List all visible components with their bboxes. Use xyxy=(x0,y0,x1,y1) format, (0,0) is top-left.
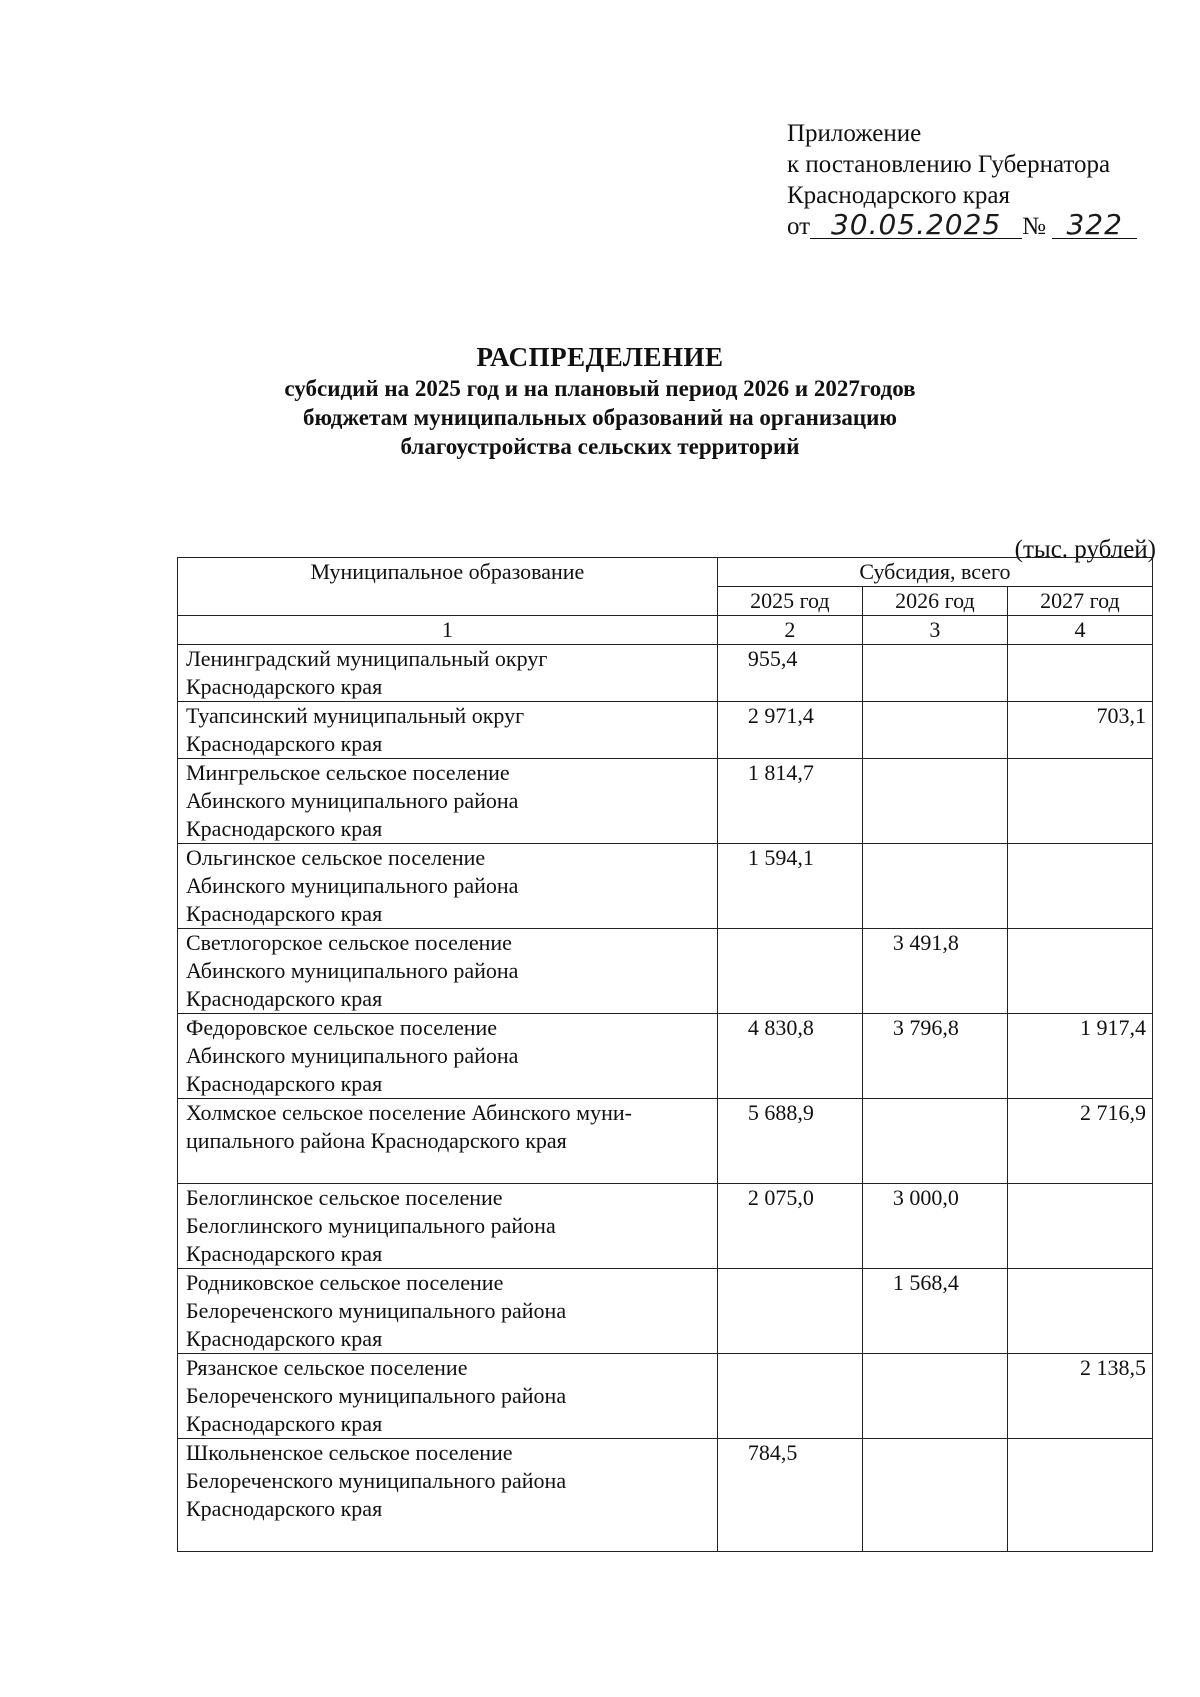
municipality-name-line: Белореченского муниципального района xyxy=(186,1383,567,1408)
value-2025: 784,5 xyxy=(717,1439,862,1552)
municipality-name-line: Краснодарского края xyxy=(186,731,383,756)
value-2025: 1 594,1 xyxy=(717,844,862,929)
municipality-name-line xyxy=(186,1155,711,1183)
value-2026: 3 000,0 xyxy=(862,1184,1007,1269)
municipality-name-line xyxy=(186,1523,711,1551)
table-row xyxy=(178,929,1153,1014)
municipality-name-line: Школьненское сельское поселение xyxy=(186,1440,513,1465)
value-2026 xyxy=(862,702,1007,759)
municipality-name-line: Туапсинский муниципальный округ xyxy=(186,703,525,728)
value-2026 xyxy=(862,844,1007,929)
municipality-name-line: Светлогорское сельское поселение xyxy=(186,930,512,955)
header-year-2026: 2026 год xyxy=(862,587,1007,616)
value-2025: 955,4 xyxy=(717,645,862,702)
value-2026 xyxy=(862,645,1007,702)
municipality-name-line: Абинского муниципального района xyxy=(186,873,519,898)
value-2027 xyxy=(1007,844,1152,929)
title-line-3: благоустройства сельских территорий xyxy=(400,434,800,459)
value-2025: 4 830,8 xyxy=(717,1014,862,1099)
municipality-name-line: Белоглинское сельское поселение xyxy=(186,1185,503,1210)
header-municipality: Муниципальное образование xyxy=(178,558,718,616)
municipality-name xyxy=(178,929,718,1014)
handwritten-date: 30.05.2025 xyxy=(810,212,1022,239)
value-2025: 1 814,7 xyxy=(717,759,862,844)
value-2025: 2 075,0 xyxy=(717,1184,862,1269)
number-prefix: № xyxy=(1022,213,1046,240)
value-2027: 2 716,9 xyxy=(1007,1099,1152,1184)
value-2025: 2 971,4 xyxy=(717,702,862,759)
value-2027 xyxy=(1007,1184,1152,1269)
municipality-name xyxy=(178,1269,718,1354)
municipality-name-line: Абинского муниципального района xyxy=(186,1043,519,1068)
municipality-name xyxy=(178,844,718,929)
municipality-name xyxy=(178,1014,718,1099)
value-2026 xyxy=(862,1099,1007,1184)
municipality-name xyxy=(178,1099,718,1184)
value-2026: 1 568,4 xyxy=(862,1269,1007,1354)
value-2027: 703,1 xyxy=(1007,702,1152,759)
value-2027 xyxy=(1007,645,1152,702)
table-row xyxy=(178,1354,1153,1439)
column-number-3: 3 xyxy=(862,616,1007,645)
value-2027: 1 917,4 xyxy=(1007,1014,1152,1099)
municipality-name-line: Ольгинское сельское поселение xyxy=(186,845,486,870)
value-2027 xyxy=(1007,1439,1152,1552)
table-row xyxy=(178,1269,1153,1354)
value-2026: 3 491,8 xyxy=(862,929,1007,1014)
column-number-row xyxy=(178,616,1153,645)
municipality-name-line: Краснодарского края xyxy=(186,1496,383,1521)
municipality-name xyxy=(178,645,718,702)
municipality-name-line: Краснодарского края xyxy=(186,1241,383,1266)
value-2027 xyxy=(1007,1269,1152,1354)
municipality-name-line: Краснодарского края xyxy=(186,986,383,1011)
appendix-date-line xyxy=(787,208,1137,242)
municipality-name-line: Абинского муниципального района xyxy=(186,958,519,983)
municipality-name-line: Краснодарского края xyxy=(186,674,383,699)
document-title xyxy=(0,340,1200,461)
municipality-name-line: Белореченского муниципального района xyxy=(186,1298,567,1323)
table-row xyxy=(178,645,1153,702)
value-2027 xyxy=(1007,759,1152,844)
municipality-name-line: ципального района Краснодарского края xyxy=(186,1128,567,1153)
value-2026 xyxy=(862,759,1007,844)
municipality-name xyxy=(178,702,718,759)
subsidy-table xyxy=(177,557,1153,1552)
municipality-name-line: Белореченского муниципального района xyxy=(186,1468,567,1493)
municipality-name-line: Краснодарского края xyxy=(186,901,383,926)
municipality-name-line: Краснодарского края xyxy=(186,816,383,841)
value-2026 xyxy=(862,1354,1007,1439)
municipality-name xyxy=(178,1439,718,1552)
appendix-block xyxy=(787,118,1137,242)
municipality-name-line: Краснодарского края xyxy=(186,1326,383,1351)
appendix-line-2: к постановлению Губернатора xyxy=(787,151,1111,178)
table-row xyxy=(178,1099,1153,1184)
municipality-name-line: Холмское сельское поселение Абинского муни- xyxy=(186,1100,632,1125)
table-row xyxy=(178,1439,1153,1552)
table-row xyxy=(178,702,1153,759)
municipality-name-line: Мингрельское сельское поселение xyxy=(186,760,510,785)
value-2026: 3 796,8 xyxy=(862,1014,1007,1099)
municipality-name-line: Краснодарского края xyxy=(186,1071,383,1096)
municipality-name-line: Абинского муниципального района xyxy=(186,788,519,813)
value-2025: 5 688,9 xyxy=(717,1099,862,1184)
header-row-1 xyxy=(178,558,1153,587)
column-number-4: 4 xyxy=(1007,616,1152,645)
column-number-1: 1 xyxy=(178,616,718,645)
value-2025 xyxy=(717,1354,862,1439)
table-row xyxy=(178,1184,1153,1269)
value-2027 xyxy=(1007,929,1152,1014)
municipality-name-line: Рязанское сельское поселение xyxy=(186,1355,468,1380)
municipality-name-line: Родниковское сельское поселение xyxy=(186,1270,504,1295)
municipality-name-line: Краснодарского края xyxy=(186,1411,383,1436)
table-row xyxy=(178,759,1153,844)
table-body xyxy=(178,558,1153,1552)
column-number-2: 2 xyxy=(717,616,862,645)
value-2025 xyxy=(717,929,862,1014)
table-row xyxy=(178,844,1153,929)
title-line-1: субсидий на 2025 год и на плановый период 2026 и 2027годов xyxy=(284,376,916,401)
handwritten-number: 322 xyxy=(1052,212,1137,239)
municipality-name xyxy=(178,1184,718,1269)
units-label: (тыс. рублей) xyxy=(1014,536,1156,563)
header-year-2025: 2025 год xyxy=(717,587,862,616)
table-row xyxy=(178,1014,1153,1099)
appendix-line-3: Краснодарского края xyxy=(787,182,1010,209)
value-2025 xyxy=(717,1269,862,1354)
municipality-name-line: Белоглинского муниципального района xyxy=(186,1213,556,1238)
header-year-2027: 2027 год xyxy=(1007,587,1152,616)
appendix-line-1: Приложение xyxy=(787,120,922,147)
municipality-name xyxy=(178,1354,718,1439)
title-line-2: бюджетам муниципальных образований на организацию xyxy=(303,405,897,430)
value-2026 xyxy=(862,1439,1007,1552)
date-prefix: от xyxy=(787,213,811,240)
municipality-name xyxy=(178,759,718,844)
header-subsidy-total: Субсидия, всего xyxy=(717,558,1152,587)
value-2027: 2 138,5 xyxy=(1007,1354,1152,1439)
municipality-name-line: Федоровское сельское поселение xyxy=(186,1015,498,1040)
title-main: РАСПРЕДЕЛЕНИЕ xyxy=(476,342,724,372)
municipality-name-line: Ленинградский муниципальный округ xyxy=(186,646,548,671)
